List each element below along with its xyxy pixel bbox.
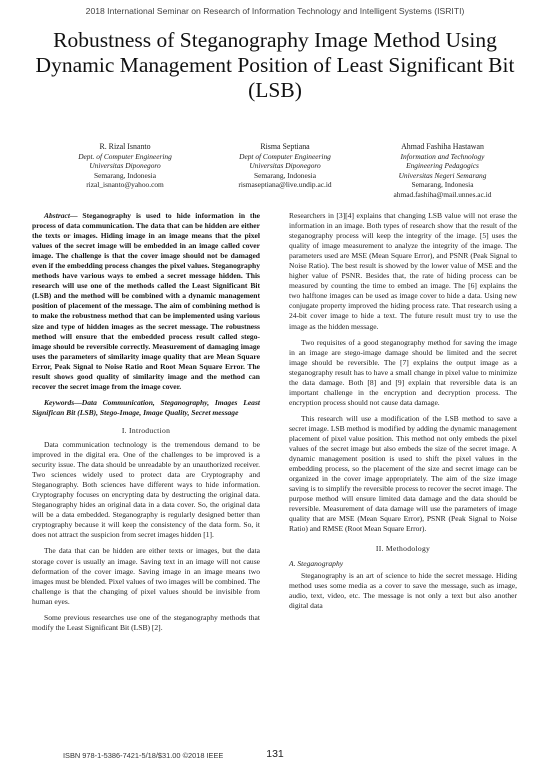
intro-paragraph-1: Data communication technology is the tremendous demand to be improved in the digital era. One of the challenges to be improved is a security issue. The data should be unreadable by an unauthorized receiver. Two sciences widely used to protect data are Cryptography and Steganography. Both sciences have different ways to hide information. Cryptography focuses on encrypting data by destructing the original data. Steganography hides an original data in a data cover. So, the original data will be a data embedded. Steganography is regularly designed better than cryptography because it will keep the consistency of the data form. So, it does not attract the suspicion from secret images hidden [1].	[32, 439, 260, 540]
author-3	[365, 142, 520, 200]
section-heading-introduction: I. Introduction	[121, 425, 171, 435]
section-heading-methodology: II. Methodology	[375, 544, 431, 554]
author-city: Semarang, Indonesia	[411, 180, 474, 190]
left-column	[32, 211, 260, 633]
author-name: Ahmad Fashiha Hastawan	[401, 142, 484, 151]
author-email: rismaseptiana@live.undip.ac.id	[238, 180, 332, 190]
abstract-label: Abstract	[44, 211, 70, 220]
abstract-text: — Steganography is used to hide information in the process of data communication. The data that can be hidden are either the texts or images. Hiding image in an image means that the pixel values of the secret image will be embedded in an image called cover image. The challenge is that the cover image should not be damaged even if the embedding process changes the pixel values. Steganography methods have various ways to embed a secret message hidden. This research will use one of the methods called the Least Significant Bit (LSB) and the method will be combined with a dynamic management position of placement of the message. The aim of combining method is to make the robustness method that can be implemented using various size and type of hidden images as the secret message. The robustness method will ensure that the embedded process result called stego-image should be reversible correctly. Measurement of damaging image uses the parameters of similarity image quality that are Mean Square Error, Peak Signal to Noise Ratio and Root Mean Square Error. The result shows good quality of similarity image and the method can recover the secret image from the image cover.	[32, 211, 260, 391]
paper-title: Robustness of Steganography Image Method Using Dynamic Management Position of Least Significant Bit (LSB)	[35, 28, 515, 102]
intro-paragraph-2: The data that can be hidden are either texts or images, but the data storage cover is usually an image. Saving text in an image will not cause deformation of the cover image. Saving image in an image means two images must be blended. Pixel values of two images will be combined. The challenge is that the changing of pixel values should be invisible from human eyes.	[32, 546, 260, 606]
author-univ: Engineering Pedagogics	[406, 161, 479, 171]
footer-isbn: ISBN 978-1-5386-7421-5/18/$31.00 ©2018 IEEE	[63, 751, 224, 760]
keywords-text: —Data Communication, Steganography, Images Least Significan Bit (LSB), Stego-Image, Image Quality, Secret message	[32, 397, 260, 417]
author-dept: Dept of Computer Engineering	[239, 151, 331, 161]
subsection-heading-steganography: A. Steganography	[289, 558, 344, 568]
author-city: Semarang, Indonesia	[94, 170, 156, 180]
author-block	[50, 142, 520, 202]
author-1	[50, 142, 200, 190]
author-email: ahmad.fashiha@mail.unnes.ac.id	[393, 189, 492, 199]
author-name: R. Rizal Isnanto	[99, 142, 151, 151]
right-paragraph-2: Two requisites of a good steganography method for saving the image in an image are stego-image damage should be limited and the secret image should be reversible. The [7] explains the output image as a steganography result has to have a small change in pixel value to minimize the data damage. Both [8] and [9] explain that reversible data is an important challenge in the encryption and decryption process. The encryption process should not cause data damage.	[289, 337, 517, 407]
right-paragraph-3: This research will use a modification of the LSB method to save a secret image. LSB method is modified by adding the dynamic management placement of pixel value position. This method not only embeds the pixel values of the secret image but also embeds the size of the secret image. A dynamic management position is used to shift the pixel values in the embedding process, so the placement of the size and secret image can be organized in the cover image appropriately. The aim of the size image saving is to simplify the reversible process to recover the secret image. The purpose method will ensure limited data damage and the data should be reversible. Measurement of data damage will use the parameters of image quality that are MSE (Mean Square Error), PSNR (Peak Signal to Noise Ratio) and RMSE (Root Mean Square Error).	[289, 413, 517, 534]
author-univ: Universitas Diponegoro	[89, 161, 161, 171]
author-dept: Dept. of Computer Engineering	[78, 151, 172, 161]
abstract	[32, 211, 260, 392]
page-number: 131	[266, 748, 284, 760]
author-univ: Universitas Diponegoro	[249, 161, 321, 171]
right-paragraph-4: Steganography is an art of science to hide the secret message. Hiding method uses some media as a cover to save the message, such as image, audio, text, video, etc. The message is not only a text but also another digital data	[289, 570, 517, 610]
author-name: Risma Septiana	[260, 142, 310, 151]
intro-paragraph-3: Some previous researches use one of the steganography methods that modify the Least Significant Bit (LSB) [2].	[32, 612, 260, 632]
right-column	[289, 211, 517, 611]
right-paragraph-1: Researchers in [3][4] explains that changing LSB value will not erase the information in an image. Both types of research show that the result of the steganography process will keep the integrity of the image. [5] uses the quality of image measurement to analyze the integrity of the image. The parameters used are MSE (Mean Square Error), and PSNR (Peak Signal to Noise Ratio). The best result is showed by the lower value of MSE and the higher value of PSNR. Besides that, the rate of hiding process can be measured by counting the time to embed an image. The [6] explains the two halftone images can be used as image cover to hide a data. Using new conjugate property improved the hiding process rate. That research using a 24-bit cover image to hide a text. The future result must try to use the image as the hidden message.	[289, 211, 517, 331]
running-header: 2018 International Seminar on Research of Information Technology and Intelligent Systems (ISRITI)	[85, 6, 465, 16]
author-dept: Information and Technology	[400, 151, 485, 161]
author-email: rizal_isnanto@yahoo.com	[86, 180, 164, 190]
author-univ-2: Universitas Negeri Semarang	[398, 170, 487, 180]
author-city: Semarang, Indonesia	[254, 170, 316, 180]
keywords	[32, 398, 260, 418]
keywords-label: Keywords	[44, 397, 75, 407]
author-2	[205, 142, 365, 190]
